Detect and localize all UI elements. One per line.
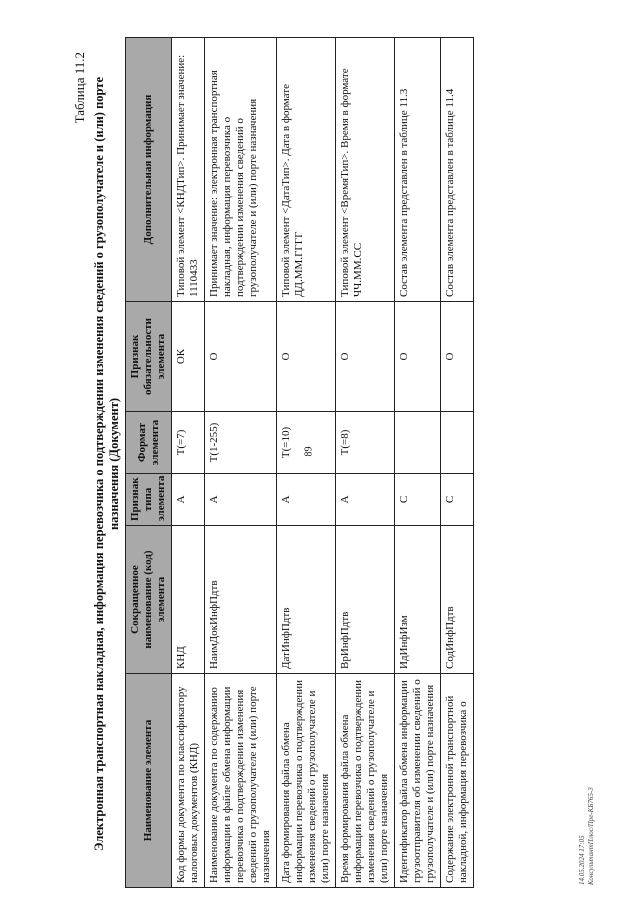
cell-info: Типовой элемент <КНДТип>. Принимает значение: 1110433 xyxy=(172,38,205,302)
cell-type: А xyxy=(277,474,336,526)
header-type: Признак типа элемента xyxy=(126,474,172,526)
cell-info: Состав элемента представлен в таблице 11.3 xyxy=(395,38,441,302)
cell-info: Типовой элемент <ВремяТип>. Время в формате ЧЧ.ММ.СС xyxy=(336,38,395,302)
table-row xyxy=(205,38,277,888)
cell-name: Код формы документа по классификатору налоговых документов (КНД) xyxy=(172,674,205,888)
cell-code: НаимДокИнфПдтв xyxy=(205,526,277,674)
elements-table xyxy=(125,37,474,888)
table-row xyxy=(172,38,205,888)
cell-code: ИдИнфИзм xyxy=(395,526,441,674)
cell-required: О xyxy=(395,302,441,412)
header-name: Наименование элемента xyxy=(126,674,172,888)
cell-format: Т(1-255) xyxy=(205,412,277,474)
print-stamp xyxy=(578,787,596,885)
cell-code: ВрИнфПдтв xyxy=(336,526,395,674)
stamp-date: 14.05.2024 17:05 xyxy=(578,835,586,885)
cell-name: Дата формирования файла обмена информации перевозчика о подтверждении изменения сведений о грузополучателе и (или) порте назначения xyxy=(277,674,336,888)
cell-info: Принимает значение: электронная транспортная накладная, информация перевозчика о подтверждении изменения сведений о грузополучателе и (или) порте назначения xyxy=(205,38,277,302)
cell-type: А xyxy=(336,474,395,526)
cell-format: Т(=7) xyxy=(172,412,205,474)
stamp-source: КонсультантПлюс/Пре-КБ765-3 xyxy=(587,787,595,885)
table-header-row xyxy=(126,38,172,888)
header-code: Сокращенное наименование (код) элемента xyxy=(126,526,172,674)
page-number: 89 xyxy=(303,446,315,457)
cell-code: КНД xyxy=(172,526,205,674)
cell-type: А xyxy=(205,474,277,526)
cell-required: ОК xyxy=(172,302,205,412)
cell-required: О xyxy=(441,302,474,412)
cell-format: Т(=10) xyxy=(277,412,336,474)
cell-required: О xyxy=(205,302,277,412)
cell-format xyxy=(441,412,474,474)
cell-format: Т(=8) xyxy=(336,412,395,474)
document-title: Электронная транспортная накладная, информация перевозчика о подтверждении изменения сведений о грузополучателе и (или) порте назначения (Документ) xyxy=(92,77,121,851)
header-required: Признак обязательности элемента xyxy=(126,302,172,412)
cell-name: Идентификатор файла обмена информации грузоотправителя об изменении сведений о грузополучателе и (или) порте назначения xyxy=(395,674,441,888)
cell-info: Типовой элемент <ДатаТип>. Дата в формате ДД.ММ.ГГГГ xyxy=(277,38,336,302)
cell-name: Содержание электронной транспортной накладной, информация перевозчика о xyxy=(441,674,474,888)
table-row xyxy=(441,38,474,888)
cell-code: ДатИнфПдтв xyxy=(277,526,336,674)
table-caption: Таблица 11.2 xyxy=(72,52,87,124)
cell-info: Состав элемента представлен в таблице 11.4 xyxy=(441,38,474,302)
table-row xyxy=(395,38,441,888)
cell-code: СодИнфПдтв xyxy=(441,526,474,674)
cell-type: А xyxy=(172,474,205,526)
cell-format xyxy=(395,412,441,474)
cell-required: О xyxy=(336,302,395,412)
cell-name: Наименование документа по содержанию информации в файле обмена информации перевозчика о подтверждении изменения сведений о грузополучателе и (или) порте назначения xyxy=(205,674,277,888)
header-format: Формат элемента xyxy=(126,412,172,474)
cell-required: О xyxy=(277,302,336,412)
table-row xyxy=(336,38,395,888)
cell-type: С xyxy=(441,474,474,526)
table-row xyxy=(277,38,336,888)
header-info: Дополнительная информация xyxy=(126,38,172,302)
cell-type: С xyxy=(395,474,441,526)
cell-name: Время формирования файла обмена информации перевозчика о подтверждении изменения сведений о грузополучателе и (или) порте назначения xyxy=(336,674,395,888)
